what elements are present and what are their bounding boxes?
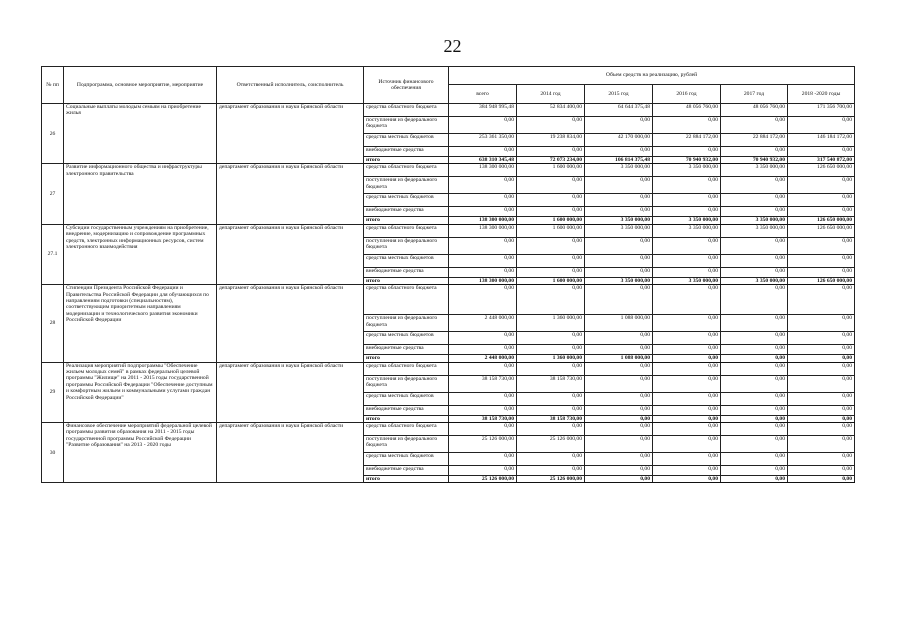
table-row [42, 104, 855, 117]
amount-cell: 384 948 995,48 [449, 104, 517, 117]
amount-cell: 0,00 [788, 423, 855, 436]
amount-cell: 0,00 [517, 466, 585, 476]
funding-source: итого [364, 355, 449, 362]
amount-cell: 0,00 [517, 147, 585, 157]
header-subprogram: Подпрограмма, основное мероприятие, мероприятие [64, 67, 217, 104]
funding-source: средства местных бюджетов [364, 134, 449, 147]
funding-source: поступления из федерального бюджета [364, 375, 449, 392]
row-number: 27.1 [42, 224, 64, 284]
amount-cell: 3 350 000,00 [721, 224, 788, 237]
amount-cell: 0,00 [653, 423, 721, 436]
funding-source: средства областного бюджета [364, 285, 449, 315]
amount-cell: 1 360 000,00 [517, 315, 585, 332]
funding-source: поступления из федерального бюджета [364, 315, 449, 332]
amount-cell: 0,00 [585, 362, 653, 375]
amount-cell: 0,00 [449, 345, 517, 355]
amount-cell: 0,00 [721, 436, 788, 453]
funding-source: внебюджетные средства [364, 466, 449, 476]
amount-cell: 138 300 000,00 [449, 217, 517, 224]
executor: департамент образования и науки Брянской области [217, 362, 364, 422]
amount-cell: 0,00 [653, 415, 721, 422]
amount-cell: 0,00 [517, 405, 585, 415]
amount-cell: 0,00 [449, 392, 517, 405]
amount-cell: 0,00 [788, 375, 855, 392]
amount-cell: 0,00 [788, 237, 855, 254]
amount-cell: 0,00 [653, 405, 721, 415]
amount-cell: 0,00 [517, 207, 585, 217]
amount-cell: 0,00 [788, 254, 855, 267]
amount-cell: 0,00 [721, 345, 788, 355]
amount-cell: 0,00 [585, 237, 653, 254]
amount-cell: 0,00 [517, 254, 585, 267]
funding-source: итого [364, 217, 449, 224]
amount-cell: 0,00 [449, 237, 517, 254]
funding-source: средства местных бюджетов [364, 453, 449, 466]
amount-cell: 0,00 [721, 415, 788, 422]
amount-cell: 0,00 [585, 194, 653, 207]
amount-cell: 0,00 [517, 194, 585, 207]
amount-cell: 0,00 [585, 423, 653, 436]
amount-cell: 0,00 [721, 177, 788, 194]
amount-cell: 72 073 234,00 [517, 157, 585, 164]
amount-cell: 106 814 375,48 [585, 157, 653, 164]
amount-cell: 1 600 000,00 [517, 277, 585, 284]
header-year: 2015 год [585, 85, 653, 104]
amount-cell: 22 884 172,00 [721, 134, 788, 147]
table-row [42, 423, 855, 436]
amount-cell: 138 300 000,00 [449, 277, 517, 284]
amount-cell: 0,00 [721, 405, 788, 415]
table-row [42, 285, 855, 315]
table-row [42, 224, 855, 237]
funding-source: средства местных бюджетов [364, 332, 449, 345]
amount-cell: 0,00 [585, 415, 653, 422]
amount-cell: 70 940 932,00 [721, 157, 788, 164]
funding-source: средства местных бюджетов [364, 254, 449, 267]
amount-cell: 171 356 700,00 [788, 104, 855, 117]
amount-cell: 0,00 [721, 117, 788, 134]
amount-cell: 0,00 [721, 285, 788, 315]
amount-cell: 0,00 [721, 362, 788, 375]
amount-cell: 0,00 [585, 332, 653, 345]
amount-cell: 0,00 [788, 362, 855, 375]
amount-cell: 1 600 000,00 [517, 217, 585, 224]
header-source: Источник финансового обеспечения [364, 67, 449, 104]
amount-cell: 0,00 [517, 332, 585, 345]
amount-cell: 0,00 [449, 207, 517, 217]
amount-cell: 3 350 000,00 [585, 217, 653, 224]
amount-cell: 0,00 [788, 207, 855, 217]
funding-source: поступления из федерального бюджета [364, 117, 449, 134]
activity-name: Развитие информационного общества и инфраструктуры электронного правительства [64, 164, 217, 224]
amount-cell: 0,00 [653, 194, 721, 207]
amount-cell: 0,00 [517, 285, 585, 315]
amount-cell: 0,00 [449, 147, 517, 157]
amount-cell: 0,00 [653, 237, 721, 254]
amount-cell: 0,00 [653, 375, 721, 392]
amount-cell: 0,00 [449, 453, 517, 466]
amount-cell: 48 056 760,00 [721, 104, 788, 117]
header-executor: Ответственный исполнитель, соисполнитель [217, 67, 364, 104]
amount-cell: 0,00 [721, 315, 788, 332]
amount-cell: 0,00 [788, 345, 855, 355]
amount-cell: 1 088 000,00 [585, 315, 653, 332]
amount-cell: 0,00 [653, 466, 721, 476]
amount-cell: 0,00 [721, 423, 788, 436]
amount-cell: 0,00 [653, 436, 721, 453]
budget-table [41, 66, 855, 483]
amount-cell: 0,00 [788, 355, 855, 362]
amount-cell: 3 350 000,00 [721, 217, 788, 224]
amount-cell: 0,00 [585, 453, 653, 466]
amount-cell: 0,00 [449, 466, 517, 476]
amount-cell: 638 310 345,48 [449, 157, 517, 164]
amount-cell: 0,00 [449, 254, 517, 267]
row-number: 26 [42, 104, 64, 164]
amount-cell: 0,00 [517, 117, 585, 134]
amount-cell: 42 170 000,00 [585, 134, 653, 147]
activity-name: Финансовое обеспечение мероприятий федеральной целевой программы развития образования на 2011 - 2015 годы государственной программы Российской Федерации "Развитие образования" на 2013 - 2020 годы [64, 423, 217, 483]
amount-cell: 3 350 000,00 [721, 164, 788, 177]
amount-cell: 0,00 [585, 466, 653, 476]
amount-cell: 3 350 000,00 [653, 164, 721, 177]
amount-cell: 48 056 760,00 [653, 104, 721, 117]
amount-cell: 25 126 000,00 [449, 476, 517, 483]
funding-source: средства местных бюджетов [364, 194, 449, 207]
row-number: 30 [42, 423, 64, 483]
amount-cell: 138 300 000,00 [449, 224, 517, 237]
amount-cell: 317 540 872,00 [788, 157, 855, 164]
amount-cell: 126 650 000,00 [788, 164, 855, 177]
amount-cell: 0,00 [449, 423, 517, 436]
amount-cell: 0,00 [721, 453, 788, 466]
funding-source: средства областного бюджета [364, 104, 449, 117]
amount-cell: 0,00 [517, 392, 585, 405]
amount-cell: 0,00 [585, 267, 653, 277]
header-volume: Объем средств на реализацию, рублей [449, 67, 855, 85]
executor: департамент образования и науки Брянской области [217, 285, 364, 362]
amount-cell: 0,00 [653, 345, 721, 355]
amount-cell: 38 158 730,00 [517, 375, 585, 392]
amount-cell: 0,00 [653, 362, 721, 375]
amount-cell: 0,00 [449, 362, 517, 375]
amount-cell: 1 360 000,00 [517, 355, 585, 362]
executor: департамент образования и науки Брянской области [217, 164, 364, 224]
amount-cell: 38 158 730,00 [517, 415, 585, 422]
amount-cell: 0,00 [788, 267, 855, 277]
amount-cell: 0,00 [721, 194, 788, 207]
amount-cell: 0,00 [653, 254, 721, 267]
amount-cell: 0,00 [788, 405, 855, 415]
amount-cell: 0,00 [585, 147, 653, 157]
funding-source: итого [364, 157, 449, 164]
amount-cell: 0,00 [449, 267, 517, 277]
activity-name: Стипендии Президента Российской Федерации и Правительства Российской Федерации для обучающихся по направлениям подготовки (специальностям), соответствующим приоритетным направлениям модернизации и технологического развития экономики Российской Федерации [64, 285, 217, 362]
amount-cell: 0,00 [585, 436, 653, 453]
activity-name: Реализация мероприятий подпрограммы "Обеспечение жильем молодых семей" в рамках федеральной целевой программы "Жилище" на 2011 - 2015 годы государственной программы Российской Федерации "Обеспечение доступным и комфортным жильем и коммунальными услугами граждан Российской Федерации" [64, 362, 217, 422]
funding-source: внебюджетные средства [364, 267, 449, 277]
amount-cell: 138 300 000,00 [449, 164, 517, 177]
funding-source: средства местных бюджетов [364, 392, 449, 405]
amount-cell: 0,00 [653, 207, 721, 217]
amount-cell: 0,00 [449, 177, 517, 194]
amount-cell: 0,00 [517, 345, 585, 355]
amount-cell: 0,00 [788, 194, 855, 207]
funding-source: внебюджетные средства [364, 147, 449, 157]
amount-cell: 0,00 [721, 237, 788, 254]
amount-cell: 3 350 000,00 [585, 277, 653, 284]
amount-cell: 0,00 [449, 332, 517, 345]
amount-cell: 0,00 [449, 117, 517, 134]
amount-cell: 0,00 [449, 285, 517, 315]
amount-cell: 3 350 000,00 [653, 224, 721, 237]
amount-cell: 0,00 [517, 453, 585, 466]
amount-cell: 126 650 000,00 [788, 277, 855, 284]
funding-source: поступления из федерального бюджета [364, 436, 449, 453]
amount-cell: 0,00 [449, 194, 517, 207]
amount-cell: 126 650 000,00 [788, 224, 855, 237]
amount-cell: 0,00 [653, 285, 721, 315]
amount-cell: 1 600 000,00 [517, 164, 585, 177]
amount-cell: 0,00 [585, 405, 653, 415]
amount-cell: 0,00 [517, 423, 585, 436]
funding-source: итого [364, 476, 449, 483]
amount-cell: 1 088 000,00 [585, 355, 653, 362]
page-number: 22 [443, 36, 462, 56]
amount-cell: 0,00 [585, 392, 653, 405]
amount-cell: 3 350 000,00 [721, 277, 788, 284]
amount-cell: 0,00 [721, 466, 788, 476]
amount-cell: 0,00 [585, 117, 653, 134]
executor: департамент образования и науки Брянской области [217, 104, 364, 164]
amount-cell: 0,00 [449, 405, 517, 415]
funding-source: средства областного бюджета [364, 362, 449, 375]
table-row [42, 164, 855, 177]
funding-source: средства областного бюджета [364, 164, 449, 177]
funding-source: итого [364, 277, 449, 284]
amount-cell: 0,00 [585, 375, 653, 392]
amount-cell: 0,00 [585, 207, 653, 217]
amount-cell: 0,00 [788, 453, 855, 466]
amount-cell: 0,00 [788, 476, 855, 483]
funding-source: средства областного бюджета [364, 423, 449, 436]
amount-cell: 3 350 000,00 [653, 277, 721, 284]
funding-source: внебюджетные средства [364, 345, 449, 355]
activity-name: Субсидии государственным учреждениям на приобретение, внедрение, модернизацию и сопровождение программных средств, электронных информационных ресурсов, систем электронного взаимодействия [64, 224, 217, 284]
row-number: 29 [42, 362, 64, 422]
amount-cell: 3 350 000,00 [653, 217, 721, 224]
amount-cell: 0,00 [788, 117, 855, 134]
amount-cell: 70 940 932,00 [653, 157, 721, 164]
amount-cell: 0,00 [585, 285, 653, 315]
funding-source: итого [364, 415, 449, 422]
amount-cell: 0,00 [721, 332, 788, 345]
header-year: 2016 год [653, 85, 721, 104]
amount-cell: 0,00 [653, 147, 721, 157]
amount-cell: 0,00 [721, 207, 788, 217]
amount-cell: 0,00 [653, 267, 721, 277]
amount-cell: 0,00 [788, 415, 855, 422]
amount-cell: 22 884 172,00 [653, 134, 721, 147]
amount-cell: 0,00 [653, 453, 721, 466]
amount-cell: 253 361 350,00 [449, 134, 517, 147]
amount-cell: 52 834 400,00 [517, 104, 585, 117]
amount-cell: 0,00 [653, 177, 721, 194]
table-row [42, 362, 855, 375]
amount-cell: 0,00 [517, 267, 585, 277]
amount-cell: 2 448 000,00 [449, 355, 517, 362]
amount-cell: 19 238 834,00 [517, 134, 585, 147]
amount-cell: 1 600 000,00 [517, 224, 585, 237]
amount-cell: 25 126 000,00 [449, 436, 517, 453]
amount-cell: 0,00 [721, 147, 788, 157]
amount-cell: 0,00 [788, 392, 855, 405]
funding-source: внебюджетные средства [364, 405, 449, 415]
amount-cell: 0,00 [517, 237, 585, 254]
amount-cell: 0,00 [585, 476, 653, 483]
amount-cell: 0,00 [788, 177, 855, 194]
amount-cell: 0,00 [653, 392, 721, 405]
amount-cell: 0,00 [721, 476, 788, 483]
header-num: № пп [42, 67, 64, 104]
funding-source: поступления из федерального бюджета [364, 177, 449, 194]
amount-cell: 0,00 [788, 147, 855, 157]
amount-cell: 38 158 730,00 [449, 415, 517, 422]
amount-cell: 0,00 [517, 362, 585, 375]
amount-cell: 2 448 000,00 [449, 315, 517, 332]
amount-cell: 0,00 [585, 177, 653, 194]
amount-cell: 25 126 000,00 [517, 436, 585, 453]
amount-cell: 0,00 [653, 315, 721, 332]
amount-cell: 0,00 [721, 392, 788, 405]
amount-cell: 0,00 [653, 117, 721, 134]
amount-cell: 126 650 000,00 [788, 217, 855, 224]
amount-cell: 0,00 [788, 332, 855, 345]
amount-cell: 0,00 [788, 466, 855, 476]
row-number: 27 [42, 164, 64, 224]
header-year: всего [449, 85, 517, 104]
amount-cell: 0,00 [585, 345, 653, 355]
amount-cell: 146 184 172,00 [788, 134, 855, 147]
amount-cell: 3 350 000,00 [585, 224, 653, 237]
amount-cell: 0,00 [653, 476, 721, 483]
amount-cell: 0,00 [517, 177, 585, 194]
funding-source: внебюджетные средства [364, 207, 449, 217]
activity-name: Социальные выплаты молодым семьям на приобретение жилья [64, 104, 217, 164]
amount-cell: 64 644 375,48 [585, 104, 653, 117]
header-year: 2014 год [517, 85, 585, 104]
amount-cell: 38 158 730,00 [449, 375, 517, 392]
amount-cell: 0,00 [721, 375, 788, 392]
header-year: 2018 -2020 годы [788, 85, 855, 104]
amount-cell: 0,00 [653, 332, 721, 345]
amount-cell: 0,00 [653, 355, 721, 362]
amount-cell: 0,00 [788, 436, 855, 453]
amount-cell: 0,00 [721, 267, 788, 277]
amount-cell: 3 350 000,00 [585, 164, 653, 177]
executor: департамент образования и науки Брянской области [217, 423, 364, 483]
row-number: 28 [42, 285, 64, 362]
funding-source: средства областного бюджета [364, 224, 449, 237]
amount-cell: 25 126 000,00 [517, 476, 585, 483]
funding-source: поступления из федерального бюджета [364, 237, 449, 254]
amount-cell: 0,00 [788, 285, 855, 315]
amount-cell: 0,00 [788, 315, 855, 332]
executor: департамент образования и науки Брянской области [217, 224, 364, 284]
amount-cell: 0,00 [585, 254, 653, 267]
amount-cell: 0,00 [721, 355, 788, 362]
amount-cell: 0,00 [721, 254, 788, 267]
header-year: 2017 год [721, 85, 788, 104]
